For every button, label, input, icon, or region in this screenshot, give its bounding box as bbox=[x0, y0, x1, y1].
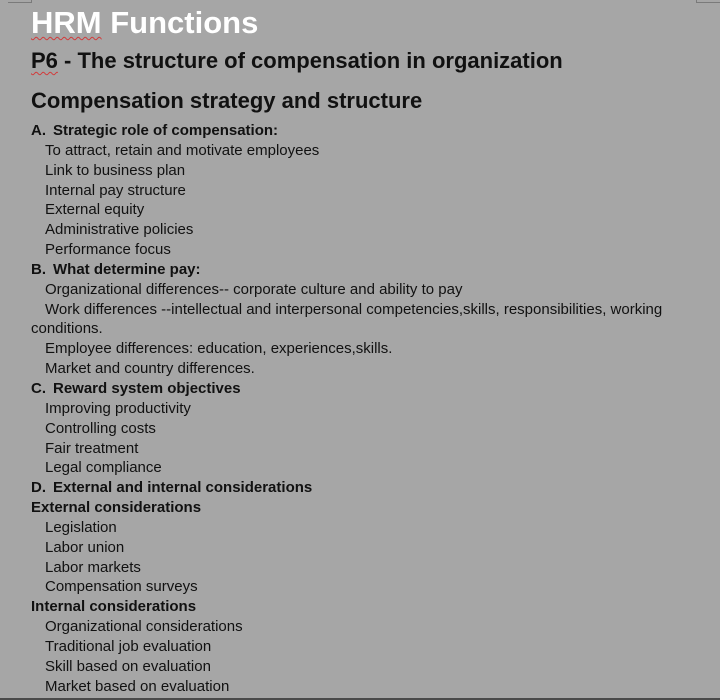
list-item-continuation: conditions. bbox=[31, 320, 103, 338]
document-subtitle: P6 - The structure of compensation in organization bbox=[31, 48, 563, 73]
list-item: Link to business plan bbox=[45, 161, 186, 179]
external-considerations-heading: External considerations bbox=[31, 499, 202, 517]
list-item: Controlling costs bbox=[45, 419, 156, 437]
list-item: Compensation surveys bbox=[45, 578, 198, 596]
list-letter: C. bbox=[31, 379, 46, 397]
top-left-margin-mark bbox=[8, 0, 32, 3]
list-item: External equity bbox=[45, 201, 145, 219]
list-letter: D. bbox=[31, 479, 46, 497]
list-item: Performance focus bbox=[45, 241, 171, 259]
list-item: Legal compliance bbox=[45, 459, 162, 477]
list-item: Market and country differences. bbox=[45, 360, 255, 378]
internal-considerations-heading: Internal considerations bbox=[31, 598, 197, 616]
list-item: Organizational considerations bbox=[45, 618, 243, 636]
list-item: Work differences --intellectual and interpersonal competencies,skills, responsibilities, working bbox=[45, 300, 663, 318]
list-item: Labor markets bbox=[45, 558, 141, 576]
top-right-margin-mark bbox=[696, 0, 720, 3]
list-item: Traditional job evaluation bbox=[45, 637, 212, 655]
list-item: To attract, retain and motivate employees bbox=[45, 141, 320, 159]
list-item: Skill based on evaluation bbox=[45, 657, 211, 675]
list-item: Internal pay structure bbox=[45, 181, 186, 199]
spellcheck-flagged-word: HRM bbox=[31, 5, 102, 40]
section-d-heading: D. External and internal considerations bbox=[31, 479, 313, 497]
section-heading: Compensation strategy and structure bbox=[31, 88, 423, 113]
document-title: HRM Functions bbox=[31, 5, 259, 40]
list-item: Market based on evaluation bbox=[45, 677, 230, 695]
list-item: Fair treatment bbox=[45, 439, 139, 457]
list-item: Improving productivity bbox=[45, 399, 191, 417]
list-letter: B. bbox=[31, 260, 46, 278]
section-c-heading: C. Reward system objectives bbox=[31, 379, 241, 397]
list-item: Organizational differences-- corporate culture and ability to pay bbox=[45, 280, 463, 298]
list-item: Administrative policies bbox=[45, 221, 194, 239]
list-letter: A. bbox=[31, 122, 46, 139]
section-b-heading: B. What determine pay: bbox=[31, 260, 201, 278]
section-a-heading: A. Strategic role of compensation: bbox=[31, 122, 279, 139]
list-item: Labor union bbox=[45, 538, 125, 556]
list-item: Legislation bbox=[45, 518, 117, 536]
document-body bbox=[31, 121, 711, 696]
list-item: Employee differences: education, experiences,skills. bbox=[45, 340, 393, 358]
spellcheck-flagged-word: P6 bbox=[31, 48, 58, 73]
